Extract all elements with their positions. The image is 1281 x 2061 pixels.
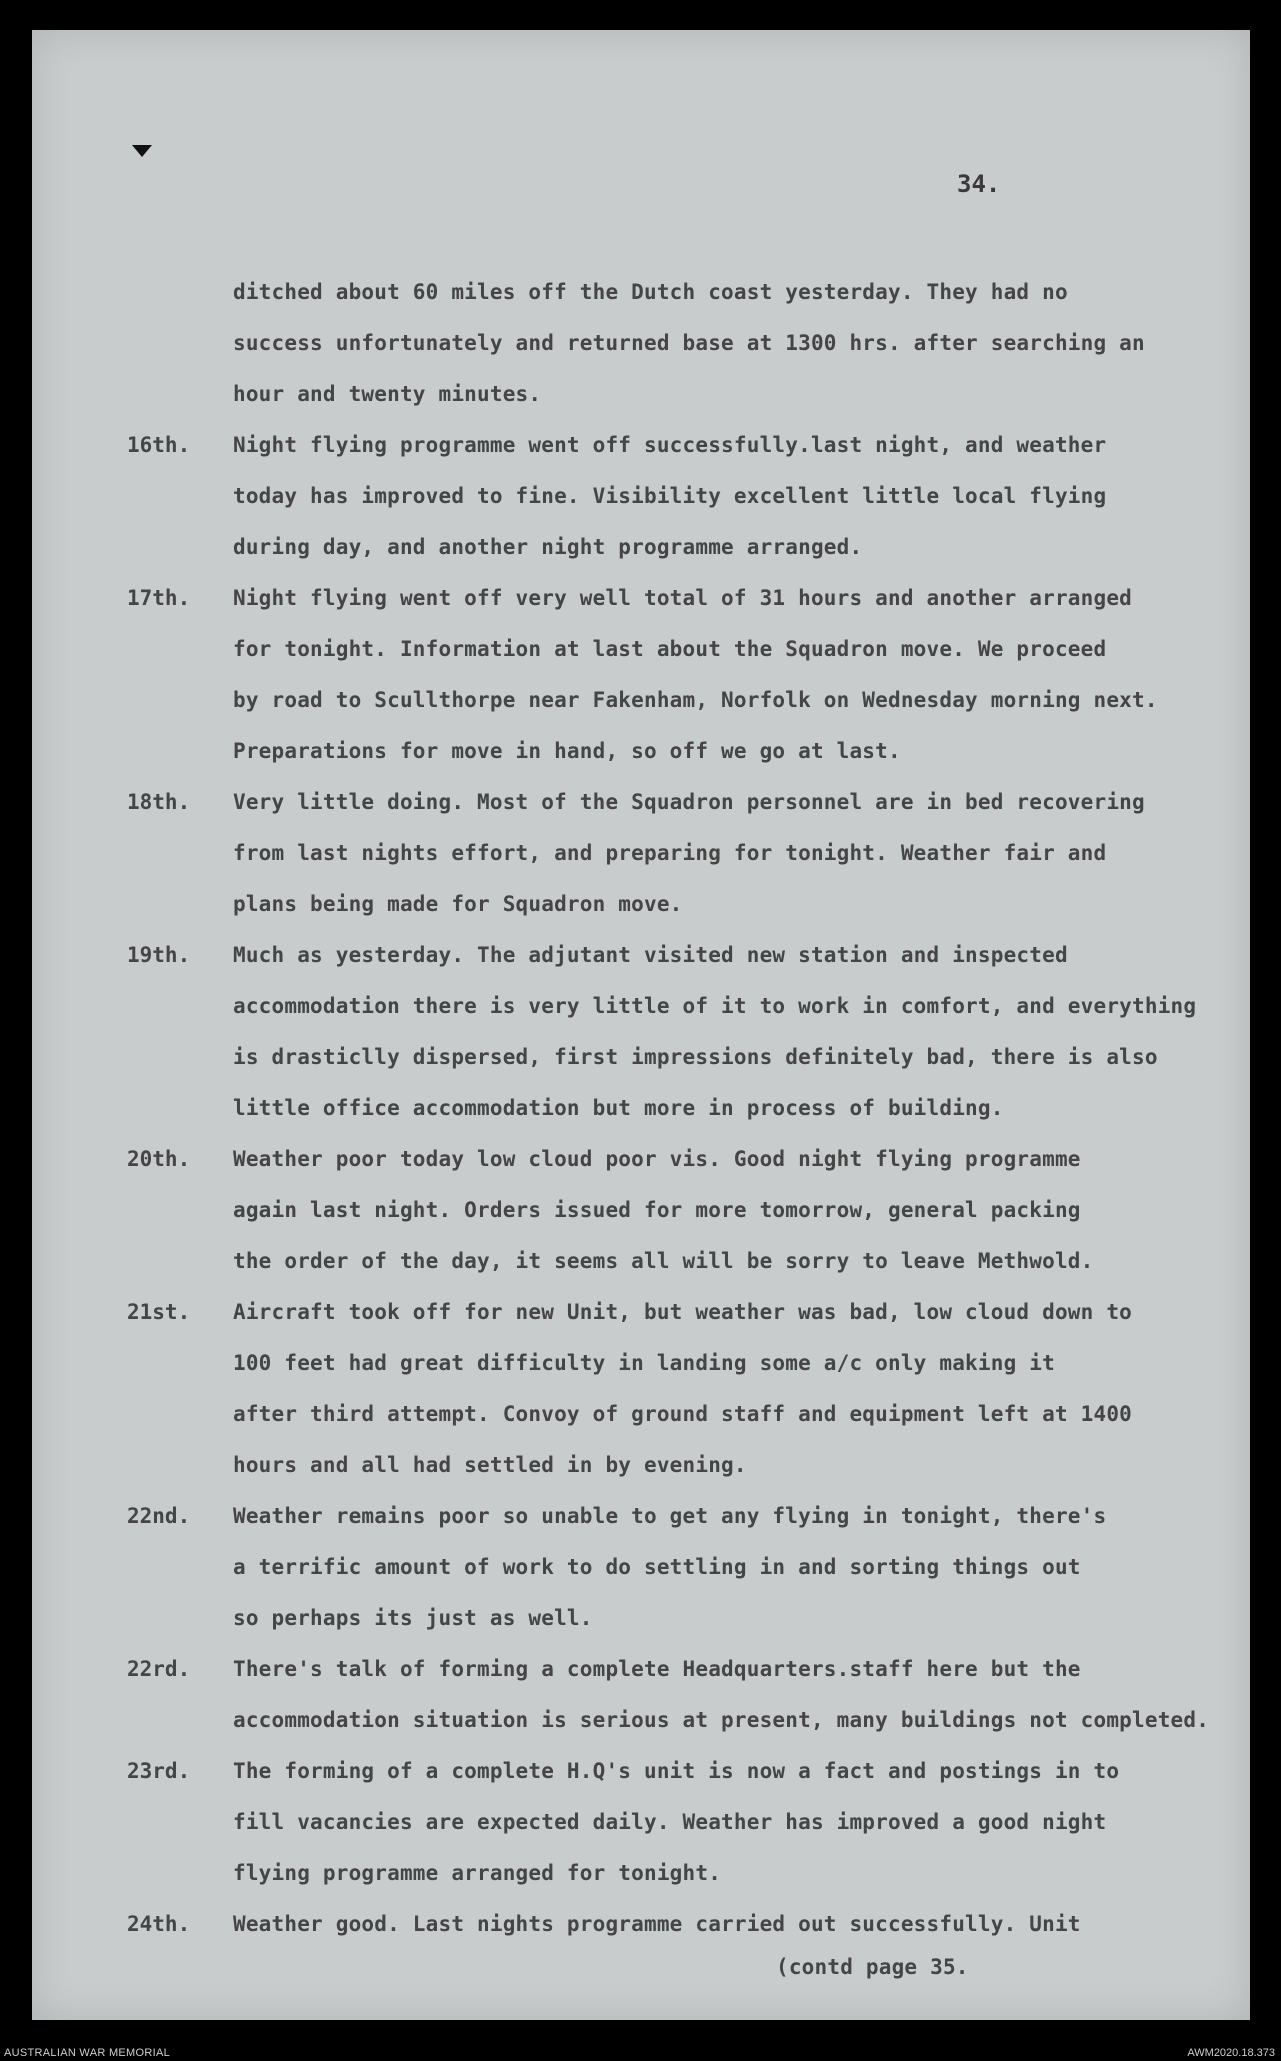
continuation-note: (contd page 35. — [776, 1955, 969, 1979]
entry-date: 19th. — [127, 943, 191, 967]
entry-line: Preparations for move in hand, so off we go at last. — [233, 739, 901, 763]
entry-line: today has improved to fine. Visibility excellent little local flying — [233, 484, 1107, 508]
entry-line: a terrific amount of work to do settling in and sorting things out — [233, 1555, 1081, 1579]
entry-line: is drasticlly dispersed, first impressions definitely bad, there is also — [233, 1045, 1158, 1069]
entry-line: again last night. Orders issued for more tomorrow, general packing — [233, 1198, 1081, 1222]
page-number: 34. — [957, 170, 1001, 198]
entry-line: flying programme arranged for tonight. — [233, 1861, 722, 1885]
entry-line: Night flying programme went off successfully.last night, and weather — [233, 433, 1107, 457]
diary-text — [32, 30, 1250, 2020]
entry-line: accommodation there is very little of it to work in comfort, and everything — [233, 994, 1197, 1018]
entry-date: 23rd. — [127, 1759, 191, 1783]
entry-date: 20th. — [127, 1147, 191, 1171]
continuation-line: ditched about 60 miles off the Dutch coast yesterday. They had no — [233, 280, 1068, 304]
entry-line: hours and all had settled in by evening. — [233, 1453, 747, 1477]
document-page — [32, 30, 1250, 2020]
entry-line: Much as yesterday. The adjutant visited new station and inspected — [233, 943, 1068, 967]
footer-reference: AWM2020.18.373 — [1187, 2047, 1275, 2059]
entry-line: Very little doing. Most of the Squadron personnel are in bed recovering — [233, 790, 1145, 814]
entry-line: fill vacancies are expected daily. Weather has improved a good night — [233, 1810, 1107, 1834]
entry-line: from last nights effort, and preparing for tonight. Weather fair and — [233, 841, 1107, 865]
entry-line: by road to Scullthorpe near Fakenham, Norfolk on Wednesday morning next. — [233, 688, 1158, 712]
entry-date: 21st. — [127, 1300, 191, 1324]
entry-line: Night flying went off very well total of 31 hours and another arranged — [233, 586, 1133, 610]
entry-line: Weather poor today low cloud poor vis. Good night flying programme — [233, 1147, 1081, 1171]
entry-date: 22nd. — [127, 1504, 191, 1528]
entry-line: the order of the day, it seems all will be sorry to leave Methwold. — [233, 1249, 1094, 1273]
entry-date: 18th. — [127, 790, 191, 814]
entry-line: There's talk of forming a complete Headquarters.staff here but the — [233, 1657, 1081, 1681]
entry-line: The forming of a complete H.Q's unit is now a fact and postings in to — [233, 1759, 1120, 1783]
entry-date: 16th. — [127, 433, 191, 457]
entry-date: 24th. — [127, 1912, 191, 1936]
entry-line: little office accommodation but more in process of building. — [233, 1096, 1004, 1120]
entry-date: 22rd. — [127, 1657, 191, 1681]
entry-line: plans being made for Squadron move. — [233, 892, 683, 916]
continuation-line: success unfortunately and returned base at 1300 hrs. after searching an — [233, 331, 1145, 355]
entry-line: 100 feet had great difficulty in landing some a/c only making it — [233, 1351, 1055, 1375]
entry-line: for tonight. Information at last about the Squadron move. We proceed — [233, 637, 1107, 661]
continuation-line: hour and twenty minutes. — [233, 382, 542, 406]
entry-line: Aircraft took off for new Unit, but weather was bad, low cloud down to — [233, 1300, 1133, 1324]
entry-line: during day, and another night programme arranged. — [233, 535, 863, 559]
footer-institution: AUSTRALIAN WAR MEMORIAL — [4, 2047, 171, 2059]
entry-line: so perhaps its just as well. — [233, 1606, 593, 1630]
entry-line: Weather good. Last nights programme carried out successfully. Unit — [233, 1912, 1081, 1936]
entry-line: after third attempt. Convoy of ground staff and equipment left at 1400 — [233, 1402, 1133, 1426]
entry-line: accommodation situation is serious at present, many buildings not completed. — [233, 1708, 1210, 1732]
entry-line: Weather remains poor so unable to get any flying in tonight, there's — [233, 1504, 1107, 1528]
entry-date: 17th. — [127, 586, 191, 610]
